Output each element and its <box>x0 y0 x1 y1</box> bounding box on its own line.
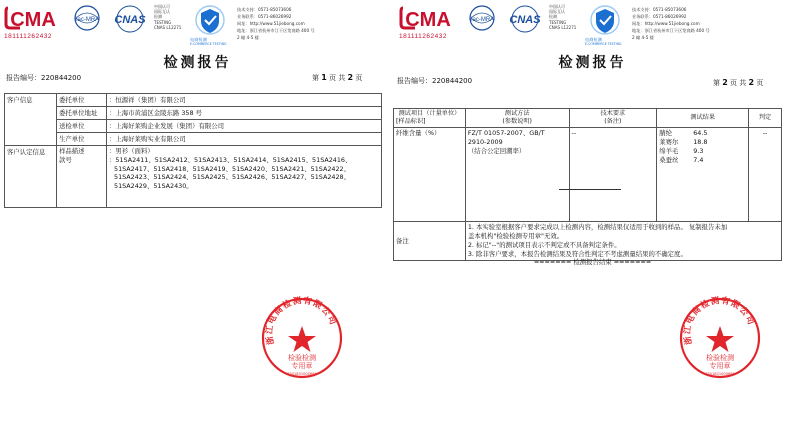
client-info-table <box>4 93 382 208</box>
ecommerce-testing-shield-icon <box>190 4 230 40</box>
report-end-marker: ======= 检测报告结束 ======= <box>533 258 652 266</box>
contact-info: 技术支持：0571-85073606 业务联系：0571-86026992 网址：http://www.51jiebong.com 地址：浙江省杭州市江干区笕商路 400 号 2 幢 4-5 楼 <box>632 7 710 40</box>
field-label: 委托单位 <box>57 94 107 107</box>
svg-text:检验检测: 检验检测 <box>706 354 734 362</box>
fiber-row: 腈纶 64.5 <box>659 129 708 137</box>
technical-requirement: -- <box>569 128 657 222</box>
fiber-row: 绵羊毛 9.3 <box>659 147 704 155</box>
judgement: -- <box>749 128 782 222</box>
confirm-section-label: 客户认定信息 <box>5 146 57 208</box>
fiber-row: 桑蚕丝 7.4 <box>659 156 704 164</box>
official-seal-stamp <box>260 296 344 380</box>
test-results-table <box>393 108 782 261</box>
cma-number: 181111262432 <box>4 33 52 40</box>
style-numbers: ：51SA2411、51SA2412、51SA2413、51SA2414、51SA2415、51SA2416、 51SA2417、51SA2418、51SA2419、51SA2420、51SA2421、51SA2422、 51SA2423、51SA2424、51SA2425、51SA2426、51SA2427、51SA2428、 51SA2429、51SA2430。 <box>109 155 352 191</box>
svg-text:检验检测: 检验检测 <box>288 354 316 362</box>
fiber-row: 莱赛尔 18.8 <box>659 138 708 146</box>
col-header-item-sub: [样品标识] <box>396 118 426 125</box>
contact-info: 技术支持：0571-85073606 业务联系：0571-86026992 网址：http://www.51jiebong.com 地址：浙江省杭州市江干区笕商路 400 号 2 幢 4-5 楼 <box>237 7 315 40</box>
cnas-logo-icon <box>110 4 150 38</box>
report-number: 报告编号：220844200 <box>6 74 82 82</box>
header-logos <box>4 4 390 44</box>
svg-text:浙江电商检测有限公司: 浙江电商检测有限公司 <box>264 296 339 346</box>
svg-text:3301831000684: 3301831000684 <box>705 372 735 376</box>
field-value: ：上海好莱购实业有限公司 <box>107 133 382 146</box>
svg-text:CMA: CMA <box>405 9 451 31</box>
field-value: ：恒源祥（集团）有限公司 <box>107 94 382 107</box>
col-header-method: 测试方法 <box>504 110 530 117</box>
cnas-subtext: 中国认可 国际互认 检测 TESTING CNAS L12271 <box>549 4 577 30</box>
svg-text:CMA: CMA <box>10 9 56 31</box>
ilac-mra-logo-icon <box>68 4 106 38</box>
report-number: 报告编号：220844200 <box>397 77 473 85</box>
ecommerce-label: 电商检测 <box>585 37 602 42</box>
ilac-mra-logo-icon <box>463 4 501 38</box>
style-label: 款号 <box>59 155 72 164</box>
field-label: 送检单位 <box>57 120 107 133</box>
notes-label: 备注 <box>394 222 466 261</box>
official-seal-stamp <box>678 296 762 380</box>
table-row <box>394 128 782 222</box>
col-header-result: 测试结果 <box>657 109 749 128</box>
col-header-item: 测试项目（计量单位） <box>398 110 461 117</box>
col-header-requirement-sub: (备注) <box>604 118 622 125</box>
ecommerce-label-en: E-COMMERCE TESTING <box>190 42 227 46</box>
svg-text:CNAS: CNAS <box>509 14 541 26</box>
svg-text:浙江电商检测有限公司: 浙江电商检测有限公司 <box>682 296 757 346</box>
ecommerce-label-en: E-COMMERCE TESTING <box>585 42 622 46</box>
svg-text:CNAS: CNAS <box>114 14 146 26</box>
test-method: FZ/T 01057-2007、GB/T 2910-2009 （结合公定回潮率） <box>465 128 569 222</box>
svg-text:ilac-MRA: ilac-MRA <box>74 17 100 23</box>
notes-content: 1. 本实验室根据客户要求完成以上检测内容，检测结果仅适用于收到的样品。 复制报告未加 盖本机构"检验检测专用章"无效。 2. 标记"--"的测试项目表示不判定或不具备判定条件。 3. 除非客户要求，本报告检测结果及符合性判定不考虑测量结果的不确定度。 <box>465 222 781 261</box>
col-header-requirement: 技术要求 <box>600 110 626 117</box>
cnas-subtext: 中国认可 国际互认 检测 TESTING CNAS L12271 <box>154 4 182 30</box>
cma-logo-icon <box>4 4 62 32</box>
page-indicator: 第 2 页 共 2 页 <box>713 78 764 87</box>
col-header-method-sub: (参数说明) <box>502 118 532 125</box>
result-divider-line <box>559 189 621 190</box>
page-indicator: 第 1 页 共 2 页 <box>312 73 363 82</box>
header-logos <box>399 4 785 44</box>
svg-text:专用章: 专用章 <box>709 362 731 370</box>
field-value: ：上海市黄浦区金陵东路 358 号 <box>107 107 382 120</box>
test-item: 纤维含量（%） <box>394 128 466 222</box>
sample-label: 样品描述 <box>59 147 85 155</box>
report-title: 检测报告 <box>163 55 232 71</box>
sample-value: ：男衫（面料） <box>109 147 154 155</box>
notes-row <box>394 222 782 261</box>
field-label: 生产单位 <box>57 133 107 146</box>
cma-logo-icon <box>399 4 457 32</box>
ecommerce-label: 电商检测 <box>190 37 207 42</box>
table-header-row <box>394 109 782 128</box>
sample-details <box>107 146 382 208</box>
field-value: ：上海好莱购企业发展（集团）有限公司 <box>107 120 382 133</box>
svg-text:3301831000684: 3301831000684 <box>287 372 317 376</box>
svg-text:ilac-MRA: ilac-MRA <box>469 17 495 23</box>
col-header-judgement: 判定 <box>749 109 782 128</box>
test-result <box>657 128 749 222</box>
report-title: 检测报告 <box>558 55 627 71</box>
svg-text:专用章: 专用章 <box>291 362 313 370</box>
cnas-logo-icon <box>505 4 545 38</box>
cma-number: 181111262432 <box>399 33 447 40</box>
ecommerce-testing-shield-icon <box>585 4 625 40</box>
client-section-label: 客户信息 <box>5 94 57 146</box>
field-label: 委托单位地址 <box>57 107 107 120</box>
